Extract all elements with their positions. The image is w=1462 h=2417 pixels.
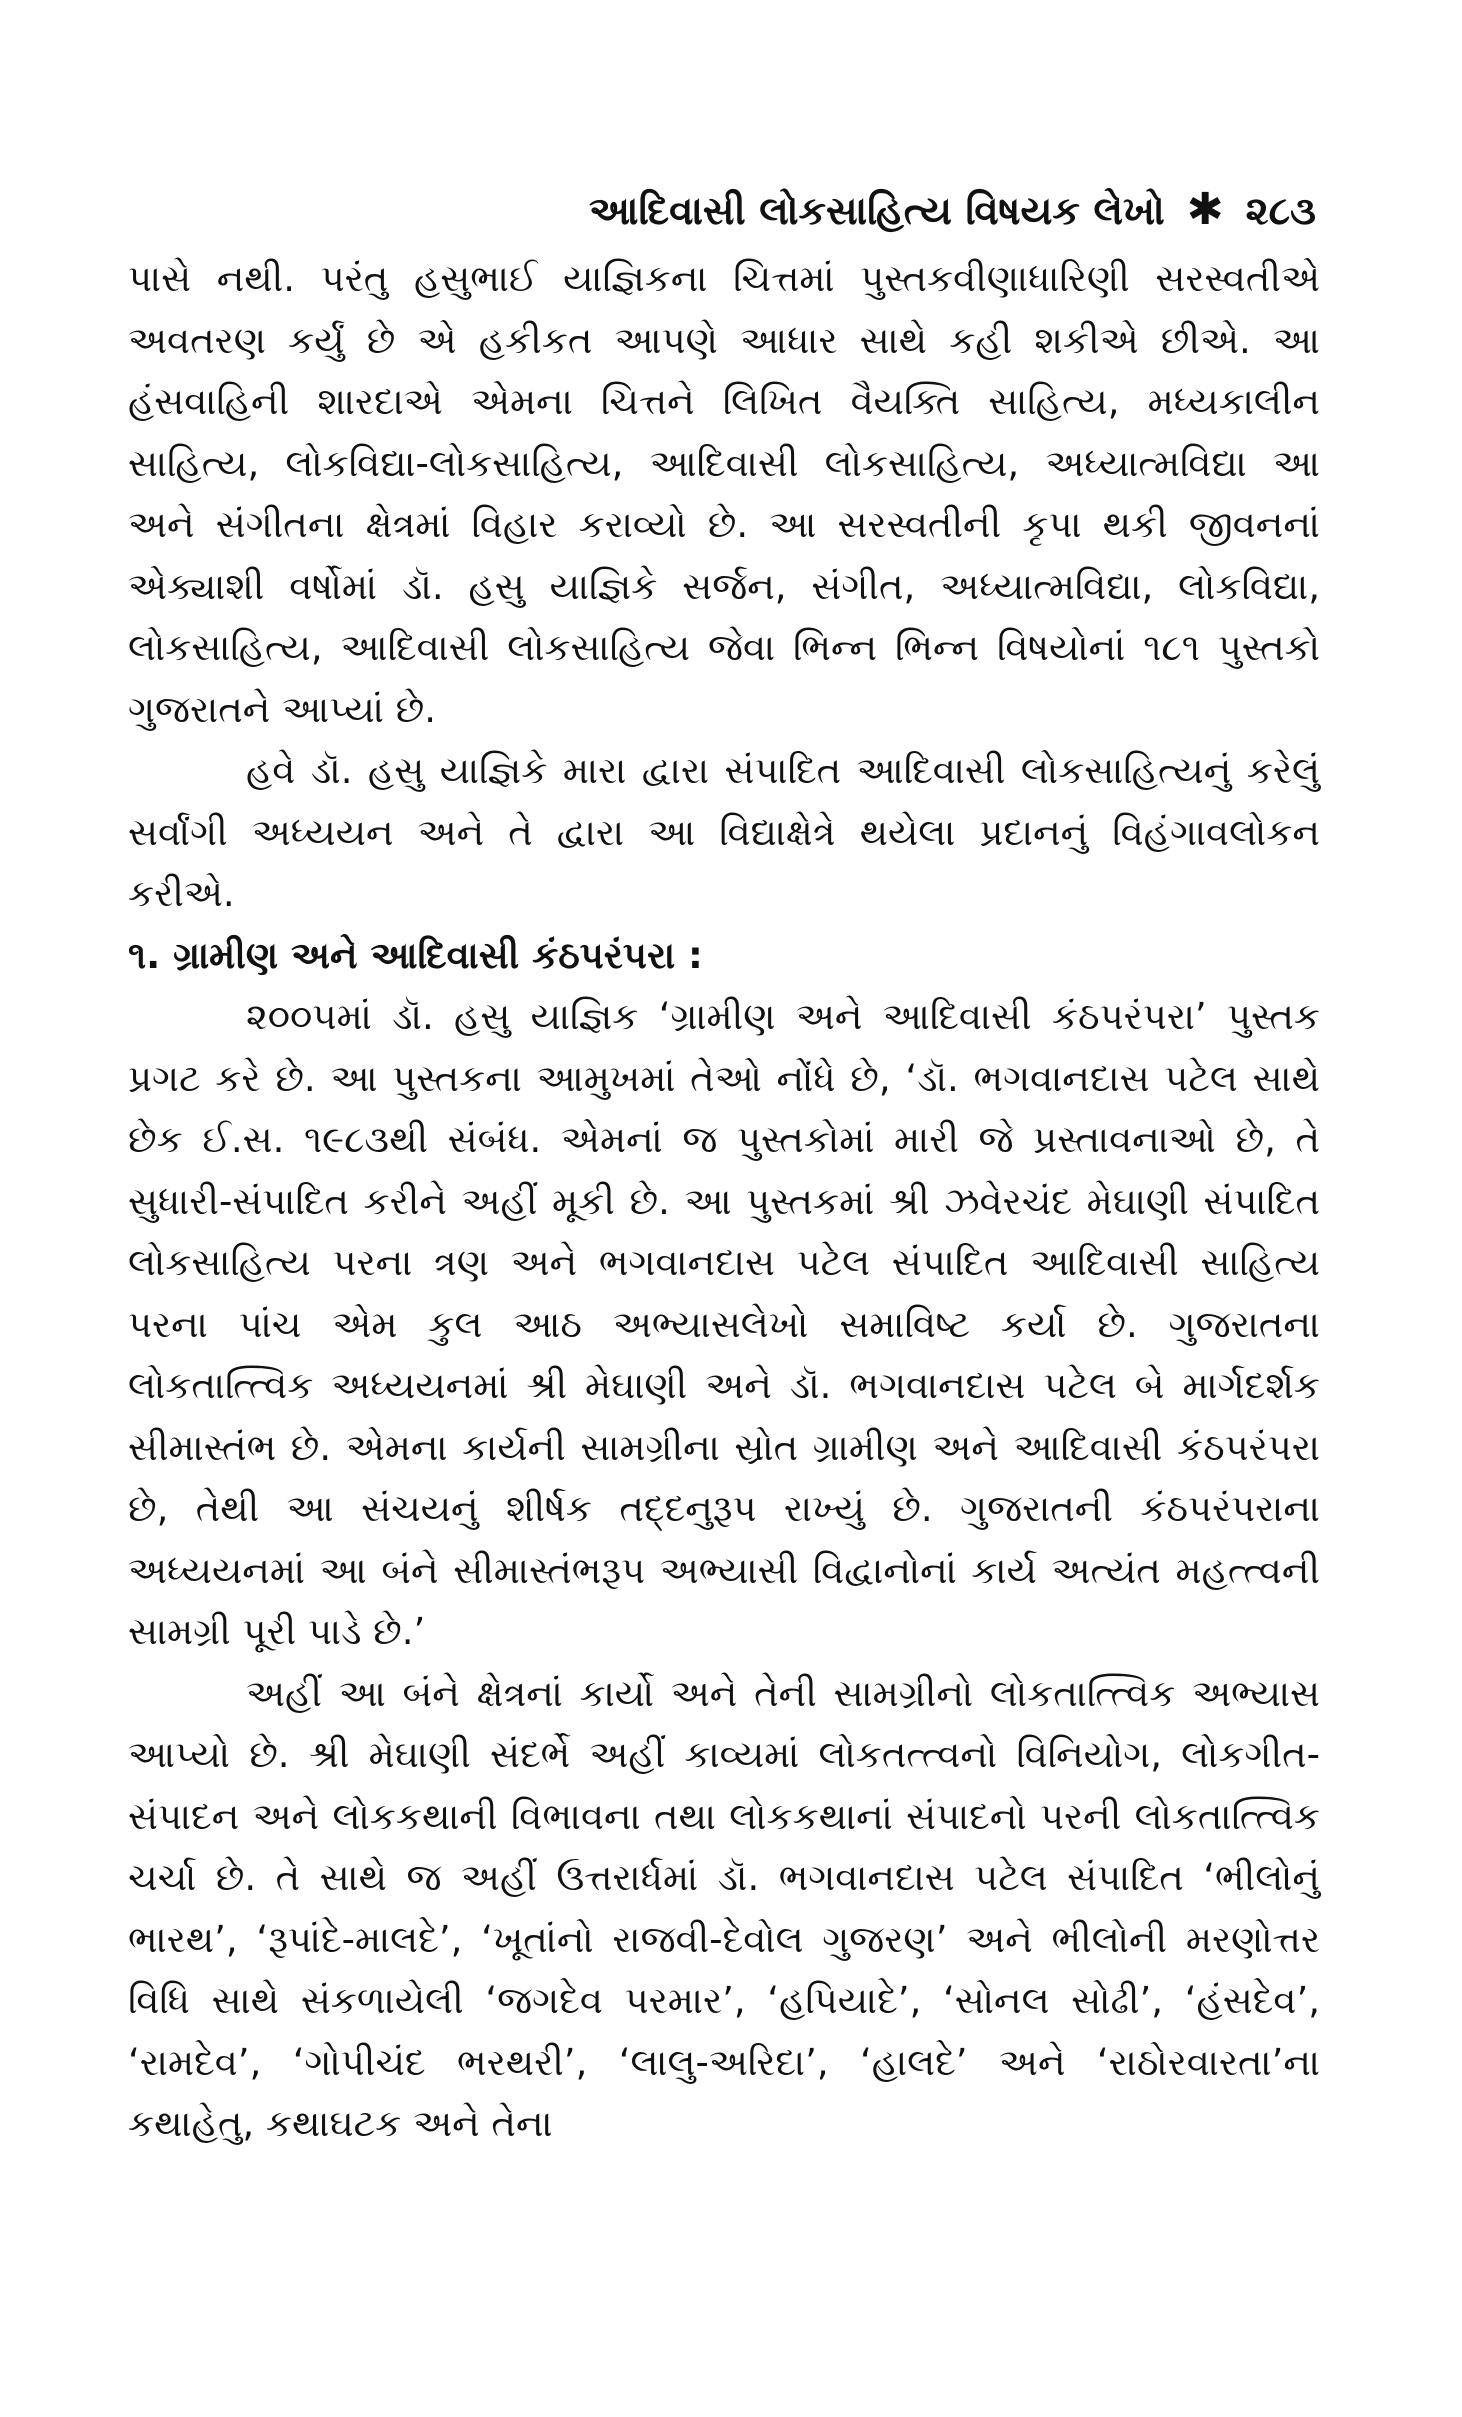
- paragraph-continuation: પાસે નથી. પરંતુ હસુભાઈ યાજ્ઞિકના ચિત્તમાં પુસ્તકવીણાધારિણી સરસ્વતીએ અવતરણ કર્યું છે એ હકીકત આપણે આધાર સાથે કહી શકીએ છીએ. આ હંસવાહિની શારદાએ એમના ચિત્તને લિખિત વૈયક્તિ સાહિત્ય, મધ્યકાલીન સાહિત્ય, લોકવિદ્યા-લોકસાહિત્ય, આદિવાસી લોકસાહિત્ય, અધ્યાત્મવિદ્યા આ અને સંગીતના ક્ષેત્રમાં વિહાર કરાવ્યો છે. આ સરસ્વતીની કૃપા થકી જીવનનાં એક્યાશી વર્ષોમાં ડૉ. હસુ યાજ્ઞિકે સર્જન, સંગીત, અધ્યાત્મવિદ્યા, લોકવિદ્યા, લોકસાહિત્ય, આદિવાસી લોકસાહિત્ય જેવા ભિન્ન ભિન્ન વિષયોનાં ૧૮૧ પુસ્તકો ગુજરાતને આપ્યાં છે.: [128, 257, 1320, 731]
- book-page: [128, 178, 1320, 2338]
- header-title: આદિવાસી લોકસાહિત્ય વિષયક લેખો: [588, 189, 1165, 234]
- page-number: ૨૮૩: [1245, 189, 1316, 234]
- page-body: [128, 248, 1320, 2155]
- paragraph-study: અહીં આ બંને ક્ષેત્રનાં કાર્યો અને તેની સામગ્રીનો લોકતાત્ત્વિક અભ્યાસ આપ્યો છે. શ્રી મેઘાણી સંદર્ભે અહીં કાવ્યમાં લોકતત્ત્વનો વિનિયોગ, લોકગીત-સંપાદન અને લોકકથાની વિભાવના તથા લોકકથાનાં સંપાદનો પરની લોકતાત્ત્વિક ચર્ચા છે. તે સાથે જ અહીં ઉત્તરાર્ધમાં ડૉ. ભગવાનદાસ પટેલ સંપાદિત ‘ભીલોનું ભારથ’, ‘રૂપાંદે-માલદે’, ‘ખૂતાંનો રાજવી-દેવોલ ગુજરણ’ અને ભીલોની મરણોત્તર વિધિ સાથે સંકળાયેલી ‘જગદેવ પરમાર’, ‘હપિયાદે’, ‘સોનલ સોઢી’, ‘હંસદેવ’, ‘રામદેવ’, ‘ગોપીચંદ ભરથરી’, ‘લાલુ-અરિદા’, ‘હાલદે’ અને ‘રાઠોરવારતા’ના કથાહેતુ, કથાઘટક અને તેના: [128, 1671, 1320, 2145]
- paragraph-overview: હવે ડૉ. હસુ યાજ્ઞિકે મારા દ્વારા સંપાદિત આદિવાસી લોકસાહિત્યનું કરેલું સર્વાંગી અધ્યયન અને તે દ્વારા આ વિદ્યાક્ષેત્રે થયેલા પ્રદાનનું વિહંગાવલોકન કરીએ.: [128, 749, 1320, 915]
- section-heading: ૧. ગ્રામીણ અને આદિવાસી કંઠપરંપરા :: [128, 933, 703, 977]
- running-header: [128, 178, 1320, 244]
- paragraph-book-2005: ૨૦૦૫માં ડૉ. હસુ યાજ્ઞિક ‘ગ્રામીણ અને આદિવાસી કંઠપરંપરા’ પુસ્તક પ્રગટ કરે છે. આ પુસ્તકના આમુખમાં તેઓ નોંધે છે, ‘ડૉ. ભગવાનદાસ પટેલ સાથે છેક ઈ.સ. ૧૯૮૩થી સંબંધ. એમનાં જ પુસ્તકોમાં મારી જે પ્રસ્તાવનાઓ છે, તે સુધારી-સંપાદિત કરીને અહીં મૂકી છે. આ પુસ્તકમાં શ્રી ઝવેરચંદ મેઘાણી સંપાદિત લોકસાહિત્ય પરના ત્રણ અને ભગવાનદાસ પટેલ સંપાદિત આદિવાસી સાહિત્ય પરના પાંચ એમ કુલ આઠ અભ્યાસલેખો સમાવિષ્ટ કર્યા છે. ગુજરાતના લોકતાત્ત્વિક અધ્યયનમાં શ્રી મેઘાણી અને ડૉ. ભગવાનદાસ પટેલ બે માર્ગદર્શક સીમાસ્તંભ છે. એમના કાર્યની સામગ્રીના સ્રોત ગ્રામીણ અને આદિવાસી કંઠપરંપરા છે, તેથી આ સંચયનું શીર્ષક તદ્દનુરૂપ રાખ્યું છે. ગુજરાતની કંઠપરંપરાના અધ્યયનમાં આ બંને સીમાસ્તંભરૂપ અભ્યાસી વિદ્વાનોનાં કાર્ય અત્યંત મહત્ત્વની સામગ્રી પૂરી પાડે છે.’: [128, 995, 1320, 1653]
- asterisk-separator-icon: ✱: [1186, 184, 1224, 235]
